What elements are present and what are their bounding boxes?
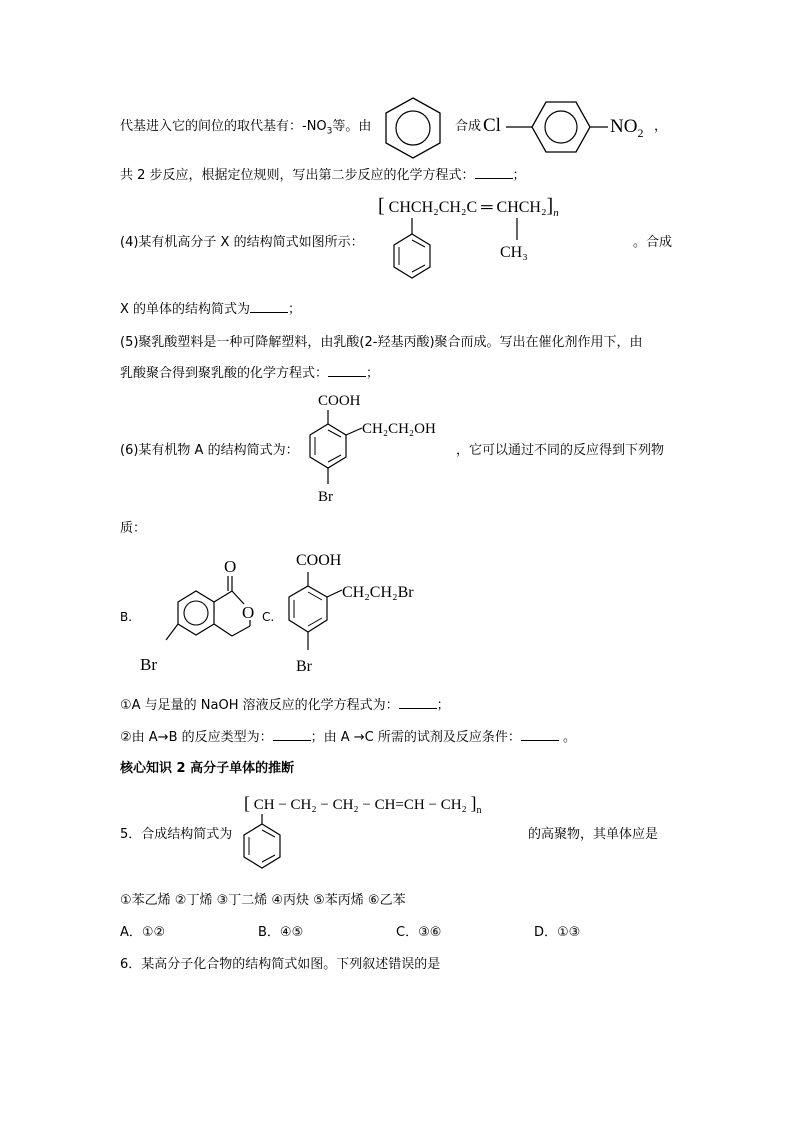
- polymer-5-formula: [ CH − CH₂ − CH₂ − CH=CH − CH₂ ]$_n$: [244, 793, 482, 816]
- q4b-text: X 的单体的结构简式为 ；: [120, 302, 302, 317]
- polymer-5-phenyl-icon: [240, 812, 300, 874]
- chloronitrobenzene-icon: [502, 94, 622, 160]
- line1-synth-label: 合成: [455, 119, 482, 134]
- product-c-br: Br: [296, 658, 312, 675]
- q5-line1: (5)聚乳酸塑料是一种可降解塑料，由乳酸(2-羟基丙酸)聚合而成。写出在催化剂作用下，由: [120, 335, 643, 350]
- choice-a[interactable]: A．①②: [120, 925, 166, 940]
- choice-c[interactable]: C．③⑥: [396, 925, 442, 940]
- compound-a-ring-icon: [300, 410, 370, 490]
- section-title: 核心知识 2 高分子单体的推断: [120, 761, 295, 776]
- choice-d[interactable]: D．①③: [534, 925, 581, 940]
- choice-b[interactable]: B．④⑤: [258, 925, 304, 940]
- product-c-ring-icon: [280, 572, 350, 660]
- q6-tail: ，它可以通过不同的反应得到下列物: [456, 443, 665, 458]
- polymer-x-formula: [ CHCH₂CH₂C ═ $CHCH_2]_n$: [378, 195, 559, 220]
- line1-end: ，: [654, 119, 668, 134]
- line1-text: 代基进入它的间位的取代基有：$-NO_3$等。由: [120, 119, 372, 137]
- benzene-ring-icon: [378, 96, 448, 158]
- product-c-label: C.: [262, 610, 275, 624]
- options-list: ①苯乙烯 ②丁烯 ③丁二烯 ④丙炔 ⑤苯丙烯 ⑥乙苯: [120, 893, 406, 908]
- sub2-text: ②由 A→B 的反应类型为： ；由 A →C 所需的试剂及反应条件： 。: [120, 730, 577, 745]
- sub1-text: ①A 与足量的 NaOH 溶液反应的化学方程式为： ；: [120, 698, 450, 713]
- q6-br: Br: [318, 489, 333, 505]
- q6c-text: 6．某高分子化合物的结构简式如图。下列叙述错误的是: [120, 957, 441, 972]
- product-b-br: Br: [140, 655, 157, 674]
- q6b-text: 质：: [120, 521, 147, 536]
- q4-text: (4)某有机高分子 X 的结构简式如图所示：: [120, 235, 364, 250]
- q5b-tail: 的高聚物，其单体应是: [528, 827, 659, 842]
- q5-line2: 乳酸聚合得到聚乳酸的化学方程式： ；: [120, 366, 380, 381]
- product-b-ring-o: O: [242, 603, 255, 622]
- cl-label: Cl: [483, 115, 501, 136]
- line2-text: 共 2 步反应，根据定位规则，写出第二步反应的化学方程式： ；: [120, 168, 526, 183]
- q6-cooh: COOH: [318, 393, 361, 409]
- product-b-carbonyl-o: O: [224, 557, 237, 576]
- product-b-label: B.: [120, 610, 133, 624]
- product-b-lactone-icon: [148, 557, 278, 660]
- q5b-text: 5．合成结构简式为: [120, 827, 233, 842]
- polymer-x-structure-icon: [380, 214, 580, 294]
- q6-text: (6)某有机物 A 的结构简式为：: [120, 443, 299, 458]
- q6-ch2ch2oh: CH₂CH₂OH: [362, 421, 436, 437]
- q4-tail: 。合成: [633, 235, 673, 250]
- ch3-label: CH₃: [500, 244, 528, 261]
- no2-label: $NO_2$: [610, 116, 644, 140]
- product-c-ch2ch2br: CH₂CH₂Br: [342, 584, 414, 601]
- product-c-cooh: COOH: [296, 552, 342, 569]
